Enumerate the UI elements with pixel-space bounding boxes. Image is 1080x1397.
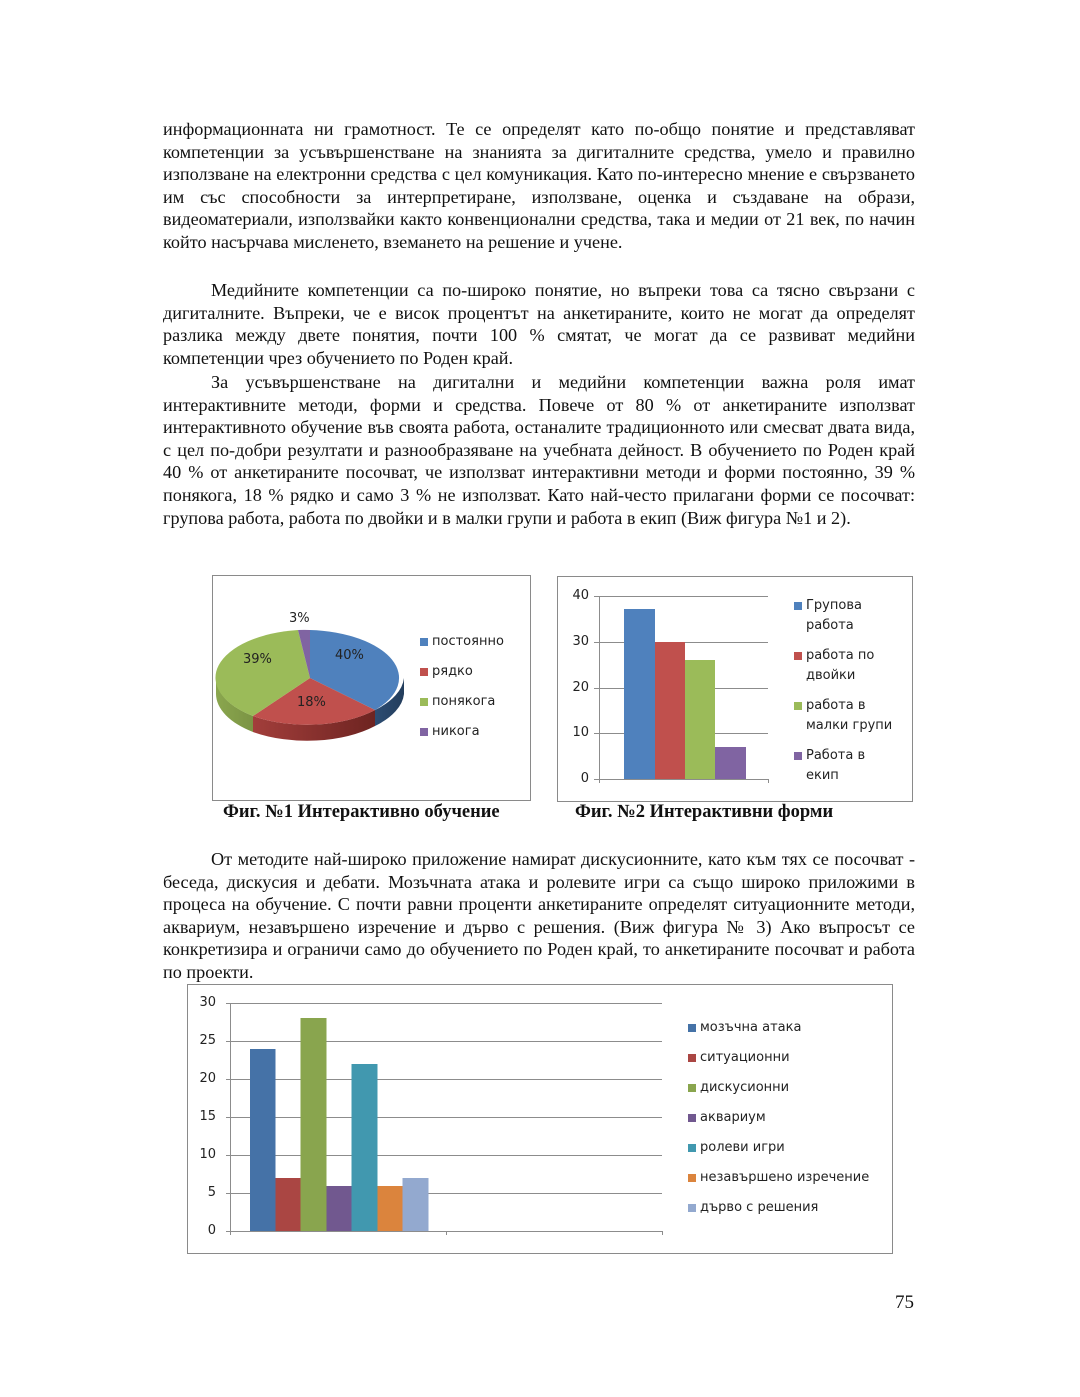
pie-label-never: 3%	[289, 611, 310, 626]
swatch-icon	[688, 1144, 696, 1152]
legend-label: мозъчна атака	[700, 1020, 802, 1035]
swatch-icon	[794, 702, 802, 710]
pie-legend	[420, 634, 504, 754]
y-tick: 30	[199, 995, 216, 1010]
methods-legend	[688, 1020, 869, 1230]
legend-item-brainstorm	[688, 1020, 869, 1050]
legend-item-aquarium	[688, 1110, 869, 1140]
paragraph-4: От методите най-широко приложение намират дискусионните, като към тях се посочват - беседа, дискусия и дебати. Мозъчната атака и ролевите игри са също широко приложими в процеса на обучение. С почти равни проценти анкетираните определят ситуационните методи, аквариум, незавършено изречение и дърво с решения. (Виж фигура № 3) Ако въпросът се конкретизира и ограничи само до обучението по Роден край, то анкетираните посочват и работа по проекти.	[163, 849, 915, 982]
swatch-icon	[688, 1054, 696, 1062]
pie-label-sometimes: 39%	[243, 652, 272, 667]
y-tick: 15	[199, 1109, 216, 1124]
legend-label: никога	[432, 724, 480, 739]
legend-item-small-groups	[794, 696, 892, 746]
swatch-icon	[420, 638, 428, 646]
legend-label: дърво с решения	[700, 1200, 819, 1215]
y-tick: 0	[207, 1223, 216, 1238]
legend-item-unfinished-sentence	[688, 1170, 869, 1200]
y-tick: 25	[199, 1033, 216, 1048]
pie-label-constantly: 40%	[335, 648, 364, 663]
legend-label: работа в малки групи	[806, 698, 893, 733]
legend-label: дискусионни	[700, 1080, 790, 1095]
legend-label: рядко	[432, 664, 473, 679]
swatch-icon	[688, 1204, 696, 1212]
y-tick: 10	[572, 725, 589, 740]
legend-label: постоянно	[432, 634, 504, 649]
figure-3-bar-chart	[187, 984, 893, 1254]
legend-label: ситуационни	[700, 1050, 790, 1065]
figure-1-caption: Фиг. №1 Интерактивно обучение	[223, 802, 500, 822]
figure-2-bar-chart	[557, 576, 913, 802]
figure-2-caption: Фиг. №2 Интерактивни форми	[575, 802, 834, 822]
pie-label-rarely: 18%	[297, 695, 326, 710]
swatch-icon	[688, 1084, 696, 1092]
legend-item-never	[420, 724, 504, 754]
legend-item-decision-tree	[688, 1200, 869, 1230]
legend-item-role-play	[688, 1140, 869, 1170]
legend-label: Групова работа	[806, 598, 862, 633]
swatch-icon	[420, 728, 428, 736]
legend-label: работа по двойки	[806, 648, 875, 683]
swatch-icon	[794, 602, 802, 610]
swatch-icon	[688, 1174, 696, 1182]
paragraph-2: Медийните компетенции са по-широко понятие, но въпреки това са тясно свързани с дигиталните. Въпреки, че е висок процентът на анкетираните, които не могат да определят разлика между двете понятия, почти 100 % смятат, че могат да се развиват медийни компетенции чрез обучението по Роден край.	[163, 280, 915, 368]
legend-item-constantly	[420, 634, 504, 664]
legend-item-situational	[688, 1050, 869, 1080]
legend-label: незавършено изречение	[700, 1170, 870, 1185]
bar-legend	[794, 596, 892, 796]
swatch-icon	[420, 698, 428, 706]
paragraph-3: За усъвършенстване на дигитални и медийни компетенции важна роля имат интерактивните методи, форми и средства. Повече от 80 % от анкетираните използват интерактивното обучение във своята работа, останалите традиционното или смесват двата вида, с цел по-добри резултати и разнообразяване на учебната дейност. В обучението по Роден край 40 % от анкетираните посочват, че използват интерактивни методи и форми постоянно, 39 % понякога, 18 % рядко и само 3 % не използват. Като най-често прилагани форми се посочват: групова работа, работа по двойки и в малки групи и работа в екип (Виж фигура №1 и 2).	[163, 372, 915, 528]
y-tick: 0	[580, 771, 589, 786]
y-tick: 20	[572, 680, 589, 695]
legend-item-discussion	[688, 1080, 869, 1110]
paragraph-1: информационната ни грамотност. Те се определят като по-общо понятие и представляват компетенции за усъвършенстване на знанията за дигиталните средства, умело и правилно използване на електронни средства с цел комуникация. Като по-интересно мнение е свързването им със способности за интерпретиране, използване, оценка и създаване на образи, видеоматериали, използвайки както конвенционални средства, така и медии от 21 век, по начин който насърчава мисленето, вземането на решение и учене.	[163, 119, 915, 252]
legend-item-sometimes	[420, 694, 504, 724]
legend-label: Работа в екип	[806, 748, 866, 783]
y-tick: 10	[199, 1147, 216, 1162]
y-tick: 40	[572, 588, 589, 603]
legend-item-rarely	[420, 664, 504, 694]
legend-label: понякога	[432, 694, 496, 709]
y-tick: 30	[572, 634, 589, 649]
legend-item-group-work	[794, 596, 892, 646]
y-tick: 20	[199, 1071, 216, 1086]
swatch-icon	[688, 1114, 696, 1122]
swatch-icon	[794, 652, 802, 660]
swatch-icon	[420, 668, 428, 676]
y-tick: 5	[207, 1185, 216, 1200]
figure-1-pie-chart	[212, 575, 531, 801]
legend-item-team-work	[794, 746, 892, 796]
swatch-icon	[794, 752, 802, 760]
legend-label: ролеви игри	[700, 1140, 785, 1155]
legend-item-pair-work	[794, 646, 892, 696]
legend-label: аквариум	[700, 1110, 766, 1125]
swatch-icon	[688, 1024, 696, 1032]
page-number: 75	[895, 1292, 914, 1313]
